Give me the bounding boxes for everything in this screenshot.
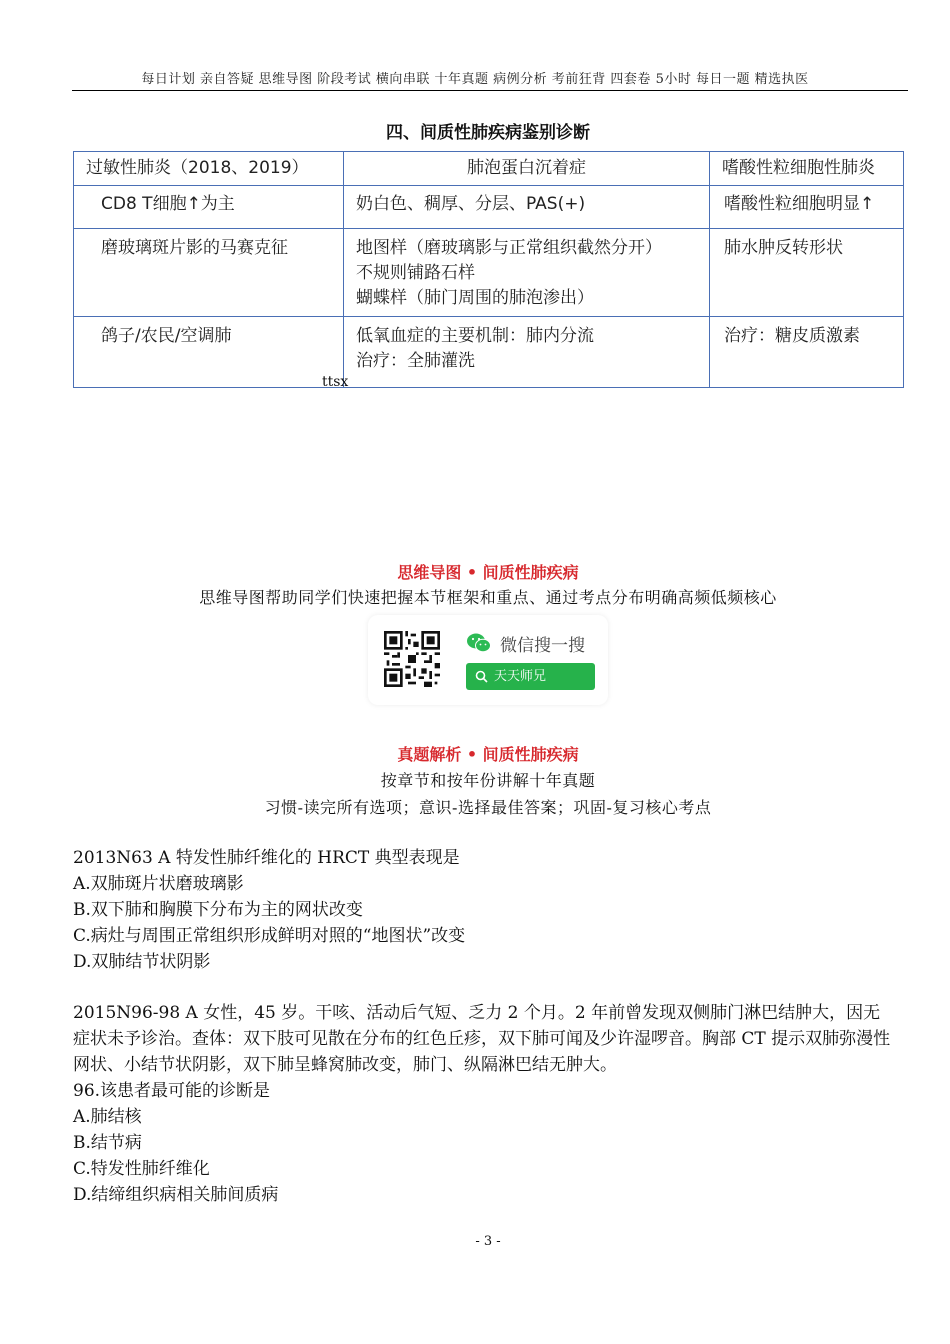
option: B.结节病 <box>73 1133 142 1153</box>
table-cell: 嗜酸性粒细胞明显↑ <box>724 194 875 214</box>
table-cell-line: 不规则铺路石样 <box>356 263 475 283</box>
header-divider <box>72 90 908 91</box>
option: C.病灶与周围正常组织形成鲜明对照的“地图状”改变 <box>73 926 466 946</box>
page-number: - 3 - <box>475 1234 501 1249</box>
qr-code-icon[interactable] <box>384 631 440 687</box>
option: A.肺结核 <box>73 1107 142 1127</box>
case-stem: 2015N96-98 A 女性，45 岁。干咳、活动后气短、乏力 2 个月。2 年前曾发现双侧肺门淋巴结肿大，因无症状未予诊治。查体：双下肢可见散在分布的红色丘疹，双下肺可闻及少许湿啰音。胸部 CT 提示双肺弥漫性网状、小结节状阴影，双下肺呈蜂窝肺改变，肺门、纵隔淋巴结无肿大。 <box>73 1003 891 1075</box>
column-header: 过敏性肺炎（2018、2019） <box>74 152 344 186</box>
table-cell: 鸽子/农民/空调肺 <box>101 326 232 346</box>
wechat-icon <box>466 632 492 654</box>
option: C.特发性肺纤维化 <box>73 1159 210 1179</box>
mindmap-title: 思维导图 • 间质性肺疾病 <box>397 563 579 582</box>
wechat-search-text: 天天师兄 <box>494 669 547 684</box>
column-header: 肺泡蛋白沉着症 <box>344 152 710 186</box>
search-icon <box>475 670 488 683</box>
table-cell-line: 蝴蝶样（肺门周围的肺泡渗出） <box>356 288 594 308</box>
mindmap-subtitle: 思维导图帮助同学们快速把握本节框架和重点、通过考点分布明确高频低频核心 <box>199 588 777 607</box>
option: D.结缔组织病相关肺间质病 <box>73 1185 279 1205</box>
table-cell: 治疗：糖皮质激素 <box>724 326 860 346</box>
table-row <box>74 317 904 388</box>
wechat-search-button[interactable] <box>466 663 595 690</box>
exam-line-1: 按章节和按年份讲解十年真题 <box>380 771 596 790</box>
section-title: 四、间质性肺疾病鉴别诊断 <box>386 123 590 143</box>
table-header-row <box>74 152 904 186</box>
table-row <box>74 229 904 317</box>
ttsx-label: ttsx <box>322 374 349 390</box>
option: D.双肺结节状阴影 <box>73 952 211 972</box>
table-cell: 肺水肿反转形状 <box>724 238 843 258</box>
table-cell-line: 低氧血症的主要机制：肺内分流 <box>356 326 594 346</box>
option: B.双下肺和胸膜下分布为主的网状改变 <box>73 900 363 920</box>
wechat-search-label: 微信搜一搜 <box>500 636 585 656</box>
option: A.双肺斑片状磨玻璃影 <box>73 874 244 894</box>
differential-diagnosis-table <box>73 151 904 388</box>
page-header: 每日计划 亲自答疑 思维导图 阶段考试 横向串联 十年真题 病例分析 考前狂背 四套卷 5小时 每日一题 精选执医 <box>141 72 809 87</box>
sub-question: 96.该患者最可能的诊断是 <box>73 1081 271 1101</box>
table-cell-line: 地图样（磨玻璃影与正常组织截然分开） <box>356 238 662 258</box>
table-row <box>74 186 904 229</box>
table-cell: 磨玻璃斑片影的马赛克征 <box>101 238 288 258</box>
table-cell: 奶白色、稠厚、分层、PAS(+) <box>356 194 586 214</box>
table-cell-line: 治疗：全肺灌洗 <box>356 351 475 371</box>
table-cell: CD8 T细胞↑为主 <box>101 194 235 214</box>
question-stem: 2013N63 A 特发性肺纤维化的 HRCT 典型表现是 <box>73 848 460 868</box>
exam-line-2: 习惯-读完所有选项；意识-选择最佳答案；巩固-复习核心考点 <box>264 798 712 817</box>
column-header: 嗜酸性粒细胞性肺炎 <box>710 152 904 186</box>
exam-title: 真题解析 • 间质性肺疾病 <box>397 745 579 764</box>
